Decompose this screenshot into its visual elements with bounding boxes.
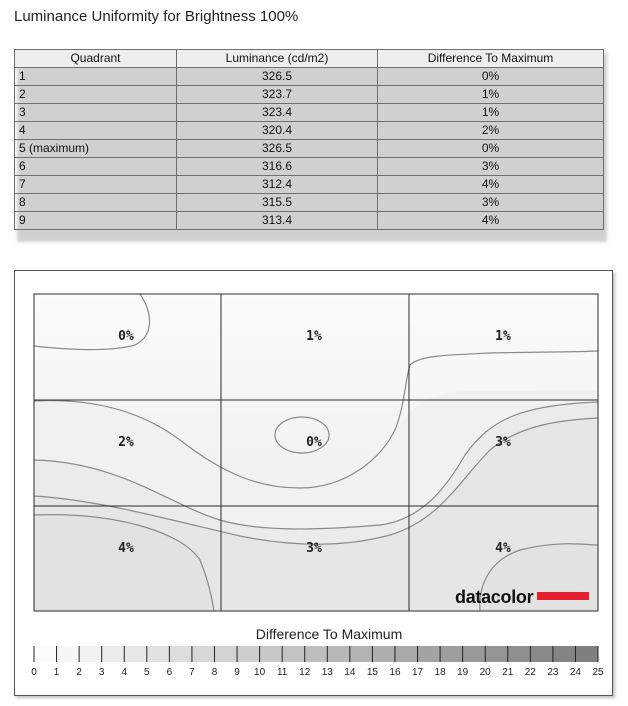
legend-tick-label: 16 bbox=[389, 667, 401, 678]
legend-swatch bbox=[147, 646, 170, 662]
table-cell: 1 bbox=[15, 68, 177, 86]
column-header: Difference To Maximum bbox=[378, 50, 604, 68]
legend-tick-label: 4 bbox=[121, 667, 128, 678]
table-cell: 312.4 bbox=[177, 176, 378, 194]
legend-swatch bbox=[508, 646, 531, 662]
legend-swatch bbox=[530, 646, 553, 662]
table-cell: 320.4 bbox=[177, 122, 378, 140]
table-cell: 1% bbox=[378, 86, 604, 104]
legend-tick-label: 5 bbox=[144, 667, 150, 678]
table-cell: 316.6 bbox=[177, 158, 378, 176]
legend-tick-label: 22 bbox=[524, 667, 536, 678]
table-cell: 323.4 bbox=[177, 104, 378, 122]
cell-label: 4% bbox=[118, 541, 134, 556]
legend-swatch bbox=[34, 646, 57, 662]
legend-tick-label: 7 bbox=[189, 667, 195, 678]
legend-swatch bbox=[214, 646, 237, 662]
legend-swatch bbox=[169, 646, 192, 662]
datacolor-logo: datacolor bbox=[455, 587, 534, 607]
legend-swatch bbox=[102, 646, 125, 662]
table-cell: 313.4 bbox=[177, 212, 378, 230]
table-cell: 2% bbox=[378, 122, 604, 140]
legend-swatch bbox=[395, 646, 418, 662]
legend-swatch bbox=[327, 646, 350, 662]
legend-swatch bbox=[440, 646, 463, 662]
table-cell: 8 bbox=[15, 194, 177, 212]
cell-label: 1% bbox=[495, 329, 511, 344]
table-cell: 4 bbox=[15, 122, 177, 140]
legend-tick-label: 24 bbox=[569, 667, 582, 678]
legend-swatch bbox=[282, 646, 305, 662]
table-cell: 1% bbox=[378, 104, 604, 122]
legend-tick-label: 0 bbox=[31, 667, 37, 678]
cell-label: 4% bbox=[495, 541, 511, 556]
legend-swatch bbox=[463, 646, 486, 662]
legend-tick-label: 6 bbox=[166, 667, 173, 678]
table-cell: 9 bbox=[15, 212, 177, 230]
table-cell: 315.5 bbox=[177, 194, 378, 212]
table-cell: 323.7 bbox=[177, 86, 378, 104]
legend-swatch bbox=[372, 646, 395, 662]
legend-swatch bbox=[575, 646, 598, 662]
legend-swatch bbox=[237, 646, 260, 662]
legend-tick-label: 2 bbox=[76, 667, 82, 678]
table-cell: 2 bbox=[15, 86, 177, 104]
table-cell: 326.5 bbox=[177, 140, 378, 158]
legend-tick-label: 9 bbox=[234, 667, 240, 678]
table-cell: 4% bbox=[378, 176, 604, 194]
legend-tick-label: 3 bbox=[98, 667, 105, 678]
cell-label: 3% bbox=[306, 541, 322, 556]
legend-tick-label: 18 bbox=[434, 667, 446, 678]
legend-tick-label: 23 bbox=[547, 667, 559, 678]
table-cell: 3 bbox=[15, 104, 177, 122]
legend-title: Difference To Maximum bbox=[255, 626, 403, 642]
legend-swatch bbox=[260, 646, 283, 662]
legend-tick-label: 1 bbox=[53, 667, 60, 678]
table-cell: 326.5 bbox=[177, 68, 378, 86]
legend-tick-label: 13 bbox=[321, 667, 333, 678]
legend-swatch bbox=[305, 646, 328, 662]
table-cell: 3% bbox=[378, 194, 604, 212]
column-header: Quadrant bbox=[15, 50, 177, 68]
legend-swatch bbox=[485, 646, 508, 662]
table-cell: 7 bbox=[15, 176, 177, 194]
legend-scale bbox=[31, 646, 604, 678]
legend-swatch bbox=[57, 646, 80, 662]
table-cell: 3% bbox=[378, 158, 604, 176]
page-title: Luminance Uniformity for Brightness 100% bbox=[14, 8, 299, 25]
legend-tick-label: 8 bbox=[211, 667, 218, 678]
column-header: Luminance (cd/m2) bbox=[177, 50, 378, 68]
table-cell: 0% bbox=[378, 140, 604, 158]
legend-tick-label: 20 bbox=[479, 667, 491, 678]
legend-swatch bbox=[124, 646, 147, 662]
cell-label: 0% bbox=[306, 435, 322, 450]
table-cell: 5 (maximum) bbox=[15, 140, 177, 158]
legend-tick-label: 21 bbox=[502, 667, 514, 678]
table-cell: 6 bbox=[15, 158, 177, 176]
legend-tick-label: 15 bbox=[366, 667, 378, 678]
legend-tick-label: 10 bbox=[254, 667, 266, 678]
legend-tick-label: 19 bbox=[457, 667, 469, 678]
datacolor-logo-accent bbox=[537, 592, 589, 600]
legend-swatch bbox=[79, 646, 102, 662]
legend-tick-label: 25 bbox=[592, 667, 604, 678]
legend-swatch bbox=[553, 646, 576, 662]
legend-swatch bbox=[418, 646, 441, 662]
legend-swatch bbox=[192, 646, 215, 662]
legend-tick-label: 11 bbox=[276, 667, 288, 678]
legend-swatch bbox=[350, 646, 373, 662]
table-cell: 0% bbox=[378, 68, 604, 86]
legend-tick-label: 12 bbox=[299, 667, 311, 678]
legend-tick-label: 17 bbox=[411, 667, 424, 678]
legend-tick-label: 14 bbox=[344, 667, 356, 678]
cell-label: 0% bbox=[118, 329, 134, 344]
table-cell: 4% bbox=[378, 212, 604, 230]
cell-label: 3% bbox=[495, 435, 511, 450]
cell-label: 1% bbox=[306, 329, 322, 344]
cell-label: 2% bbox=[118, 435, 134, 450]
